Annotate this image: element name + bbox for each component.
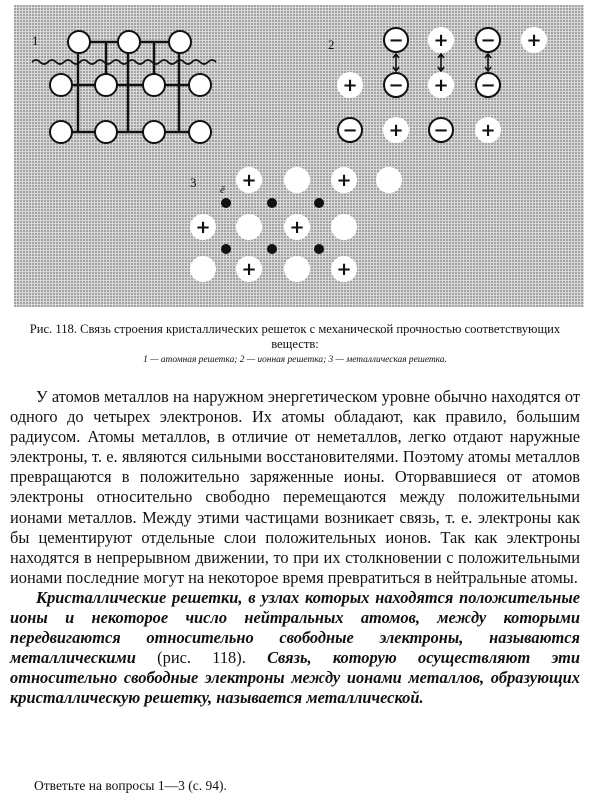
negative-ion: [476, 73, 500, 97]
figure-reference: (рис. 118).: [135, 648, 268, 668]
questions-note: Ответьте на вопросы 1—3 (с. 94).: [34, 778, 227, 793]
caption-legend: 1 — атомная решетка; 2 — ионная решетка; 3 — металлическая решетка.: [143, 355, 447, 365]
caption-title: Рис. 118. Связь строения кристаллических решеток с механической прочностью соответствующих веществ:: [29, 322, 561, 351]
definition-part-1: Кристаллические решетки, в узлах которых находятся положительные ионы и некоторое число нейтральных атомов, между которыми передвигаются относительно свободные электроны, называются металлическими: [10, 587, 580, 668]
svg-text:+: +: [289, 217, 305, 238]
body-text: [10, 387, 580, 709]
negative-ion: [476, 28, 500, 52]
atom: [95, 74, 117, 96]
metal-ion: [237, 168, 261, 192]
figure-caption: [10, 322, 580, 368]
svg-text:+: +: [336, 170, 352, 191]
atom: [143, 74, 165, 96]
svg-text:−: −: [480, 75, 496, 96]
metal-ion: [332, 168, 356, 192]
positive-ion: [476, 118, 500, 142]
svg-text:+: +: [241, 170, 257, 191]
metal-ion: [285, 215, 309, 239]
neutral-atom: [237, 215, 261, 239]
atom: [68, 31, 90, 53]
panel-label-1: 1: [32, 33, 39, 48]
svg-text:+: +: [241, 259, 257, 280]
svg-text:−: −: [480, 30, 496, 51]
svg-text:+: +: [342, 75, 358, 96]
definition-paragraph: [10, 588, 580, 709]
svg-text:+: +: [526, 30, 542, 51]
paragraph-1: У атомов металлов на наружном энергетическом уровне обычно находятся от одного до четырех электронов. Их атомы обладают, как правило, большим радиусом. Атомы металлов, в отличие от неметаллов, легко отдают наружные электроны, т. е. являются сильными восстановителями. Поэтому атомы металлов превращаются в положительно заряженные ионы. Оторвавшиеся от атомов электроны относительно свободно перемещаются между положительными ионами металлов. Между этими частицами возникает связь, т. е. электроны как бы цементируют отдельные слои положительных ионов. Так как электроны находятся в непрерывном движении, то при их столкновении с положительными ионами последние могут на некоторое время превратиться в нейтральные атомы.: [10, 387, 580, 587]
svg-text:+: +: [336, 259, 352, 280]
svg-text:−: −: [433, 120, 449, 141]
positive-ion: [429, 73, 453, 97]
metal-ion: [191, 215, 215, 239]
metal-ion: [332, 257, 356, 281]
neutral-atom: [285, 168, 309, 192]
panel-label-2: 2: [328, 37, 335, 52]
negative-ion: [338, 118, 362, 142]
neutral-atom: [285, 257, 309, 281]
svg-text:+: +: [480, 120, 496, 141]
svg-text:+: +: [433, 75, 449, 96]
negative-ion: [429, 118, 453, 142]
neutral-atom: [332, 215, 356, 239]
negative-ion: [384, 28, 408, 52]
atom: [143, 121, 165, 143]
crystal-lattice-illustration: [14, 5, 584, 307]
definition-part-2: Связь, которую осуществляют эти относительно свободные электроны между ионами металлов, образующих кристаллическую решетку, называется металлической.: [10, 648, 581, 708]
figure-118: [14, 5, 584, 307]
positive-ion: [522, 28, 546, 52]
positive-ion: [429, 28, 453, 52]
free-electron: [221, 198, 231, 208]
svg-text:−: −: [388, 75, 404, 96]
panel-label-3: 3: [190, 175, 197, 190]
free-electron: [221, 244, 231, 254]
atom: [50, 121, 72, 143]
atom: [189, 121, 211, 143]
free-electron: [267, 198, 277, 208]
positive-ion: [338, 73, 362, 97]
svg-text:+: +: [433, 30, 449, 51]
atom: [169, 31, 191, 53]
svg-text:+: +: [195, 217, 211, 238]
atom: [189, 74, 211, 96]
electron-label: ē: [220, 184, 225, 196]
svg-text:+: +: [388, 120, 404, 141]
svg-text:−: −: [342, 120, 358, 141]
atom: [118, 31, 140, 53]
positive-ion: [384, 118, 408, 142]
neutral-atom: [191, 257, 215, 281]
free-electron: [314, 244, 324, 254]
svg-text:−: −: [388, 30, 404, 51]
metal-ion: [237, 257, 261, 281]
free-electron: [314, 198, 324, 208]
neutral-atom: [377, 168, 401, 192]
free-electron: [267, 244, 277, 254]
atom: [95, 121, 117, 143]
negative-ion: [384, 73, 408, 97]
atom: [50, 74, 72, 96]
